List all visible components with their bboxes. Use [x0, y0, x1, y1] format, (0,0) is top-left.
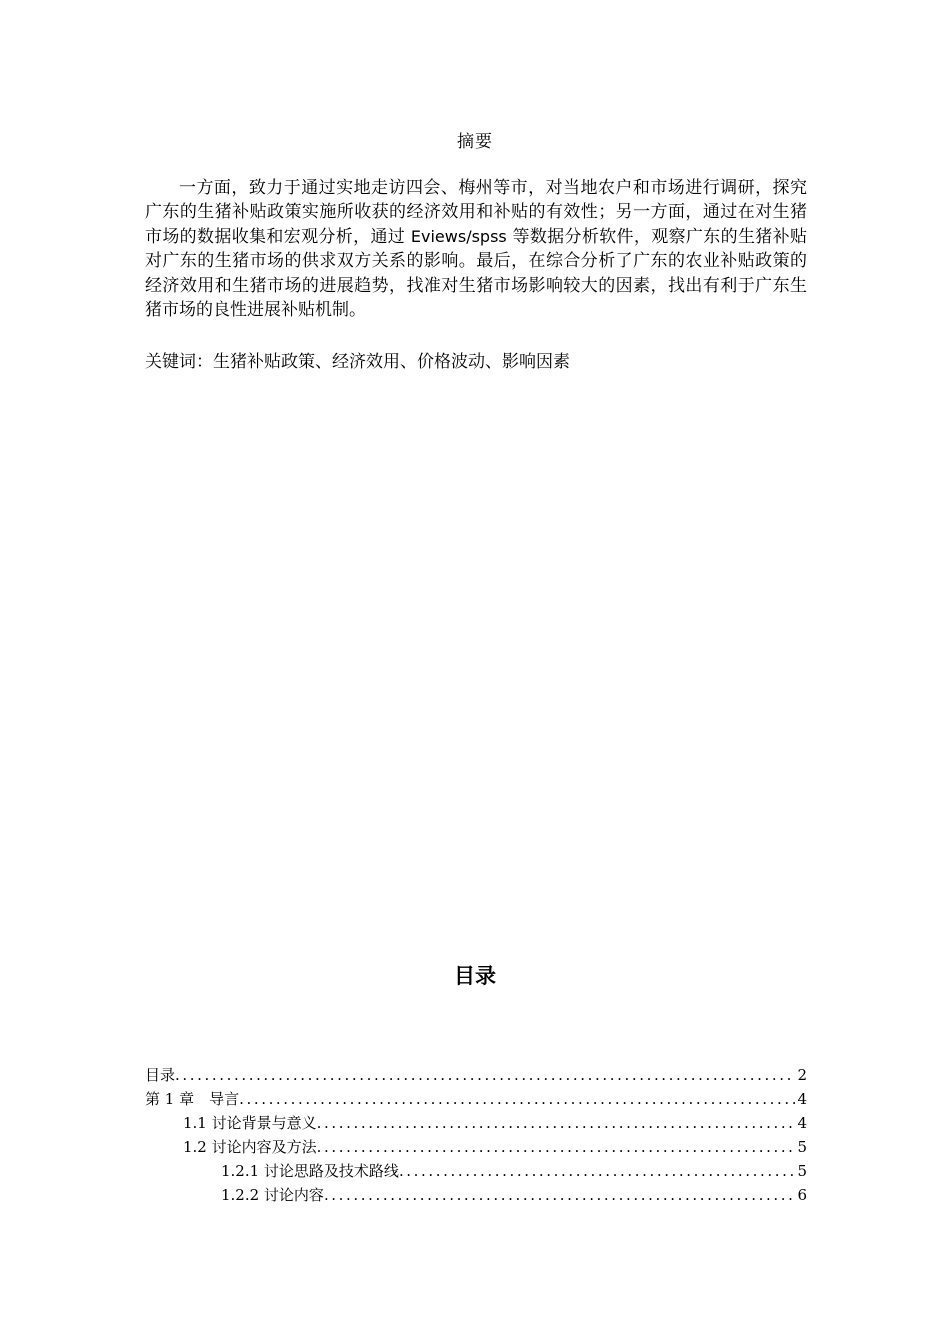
abstract-title: 摘要 [457, 132, 493, 152]
toc-leader-dots [317, 1135, 796, 1159]
toc-entry-page: 2 [797, 1066, 807, 1084]
toc-entry-label: 目录 [145, 1066, 176, 1084]
toc-entry-1-2-1[interactable] [145, 1159, 807, 1183]
toc-entry-1-2[interactable] [145, 1135, 807, 1159]
toc-entry-1-2-2[interactable] [145, 1183, 807, 1207]
table-of-contents [145, 1063, 807, 1207]
abstract-text-part2: 等数据分析软件，观察广东的生猪补贴对广东的生猪市场的供求双方关系的影响。最后，在综合分析了广东的农业补贴政策的经济效用和生猪市场的进展趋势，找准对生猪市场影响较大的因素，找出有利于广东生猪市场的良性进展补贴机制。 [145, 226, 807, 321]
toc-entry-chapter-1[interactable] [145, 1087, 807, 1111]
toc-title: 目录 [454, 964, 496, 988]
toc-leader-dots [239, 1087, 795, 1111]
toc-entry-page: 5 [797, 1162, 807, 1180]
toc-entry-label: 第 1 章 导言 [145, 1090, 240, 1108]
toc-entry-page: 4 [797, 1090, 807, 1108]
abstract-text-part1: 一方面，致力于通过实地走访四会、梅州等市，对当地农户和市场进行调研，探究广东的生猪补贴政策实施所收获的经济效用和补贴的有效性；另一方面，通过在对生猪市场的数据收集和宏观分析，通过 [145, 178, 807, 247]
toc-entry-contents[interactable] [145, 1063, 807, 1087]
toc-entry-1-1[interactable] [145, 1111, 807, 1135]
toc-leader-dots [317, 1111, 796, 1135]
toc-leader-dots [399, 1159, 796, 1183]
toc-entry-label: 1.2 讨论内容及方法 [183, 1138, 317, 1156]
toc-leader-dots [175, 1063, 795, 1087]
keywords: 关键词：生猪补贴政策、经济效用、价格波动、影响因素 [145, 352, 570, 372]
toc-entry-label: 1.2.1 讨论思路及技术路线 [221, 1162, 399, 1180]
abstract-body [145, 176, 807, 322]
toc-entry-page: 5 [797, 1138, 807, 1156]
toc-leader-dots [324, 1183, 796, 1207]
toc-entry-page: 4 [797, 1114, 807, 1132]
toc-entry-page: 6 [797, 1186, 807, 1204]
toc-entry-label: 1.2.2 讨论内容 [221, 1186, 324, 1204]
abstract-software-name: Eviews/spss [410, 226, 507, 246]
toc-entry-label: 1.1 讨论背景与意义 [183, 1114, 317, 1132]
